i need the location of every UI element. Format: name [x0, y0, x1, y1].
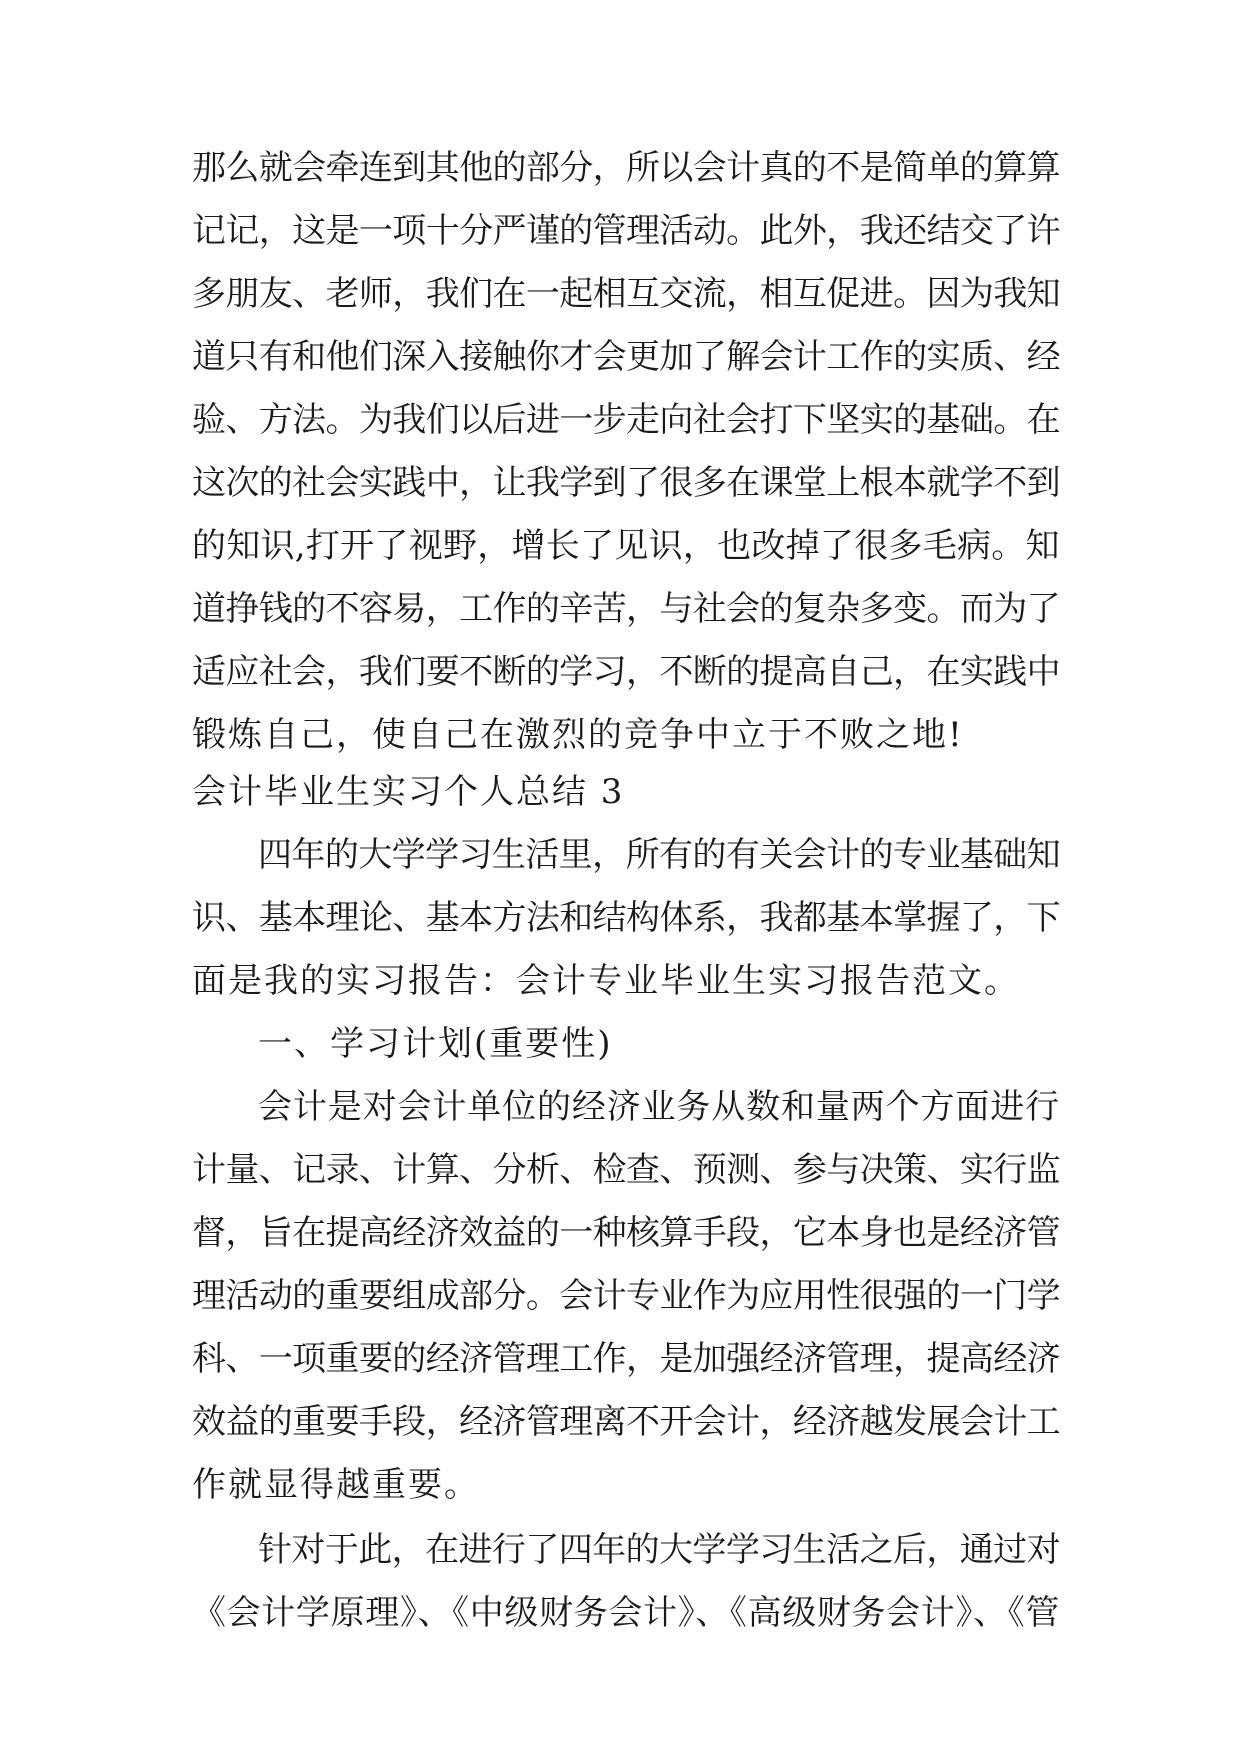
text-line: 道只有和他们深入接触你才会更加了解会计工作的实质、经 [192, 337, 1060, 377]
text-line: 针对于此，在进行了四年的大学学习生活之后，通过对 [258, 1530, 1060, 1570]
text-line: 的知识,打开了视野，增长了见识，也改掉了很多毛病。知 [192, 526, 1060, 566]
text-line: 识、基本理论、基本方法和结构体系，我都基本掌握了，下 [192, 898, 1060, 938]
text-line: 记记，这是一项十分严谨的管理活动。此外，我还结交了许 [192, 211, 1060, 251]
text-line: 锻炼自己，使自己在激烈的竞争中立于不败之地! [192, 715, 964, 755]
text-line: 会计是对会计单位的经济业务从数和量两个方面进行 [258, 1087, 1060, 1127]
text-line: 适应社会，我们要不断的学习，不断的提高自己，在实践中 [192, 652, 1060, 692]
text-line: 效益的重要手段，经济管理离不开会计，经济越发展会计工 [192, 1402, 1060, 1442]
subheading: 一、学习计划(重要性) [258, 1024, 613, 1064]
text-line: 道挣钱的不容易，工作的辛苦，与社会的复杂多变。而为了 [192, 589, 1060, 629]
text-line: 面是我的实习报告：会计专业毕业生实习报告范文。 [192, 961, 1020, 1001]
text-line: 那么就会牵连到其他的部分，所以会计真的不是简单的算算 [192, 148, 1060, 188]
text-line: 理活动的重要组成部分。会计专业作为应用性很强的一门学 [192, 1276, 1060, 1316]
text-line: 验、方法。为我们以后进一步走向社会打下坚实的基础。在 [192, 400, 1060, 440]
text-line: 作就显得越重要。 [192, 1465, 480, 1505]
text-line: 四年的大学学习生活里，所有的有关会计的专业基础知 [258, 835, 1060, 875]
text-line: 科、一项重要的经济管理工作，是加强经济管理，提高经济 [192, 1339, 1060, 1379]
text-line: 这次的社会实践中，让我学到了很多在课堂上根本就学不到 [192, 463, 1060, 503]
text-line: 督，旨在提高经济效益的一种核算手段，它本身也是经济管 [192, 1213, 1060, 1253]
text-line: 《会计学原理》、《中级财务会计》、《高级财务会计》、《管 [192, 1593, 1060, 1633]
text-line: 计量、记录、计算、分析、检查、预测、参与决策、实行监 [192, 1150, 1060, 1190]
text-line: 多朋友、老师，我们在一起相互交流，相互促进。因为我知 [192, 274, 1060, 314]
section-heading: 会计毕业生实习个人总结 3 [192, 772, 625, 812]
